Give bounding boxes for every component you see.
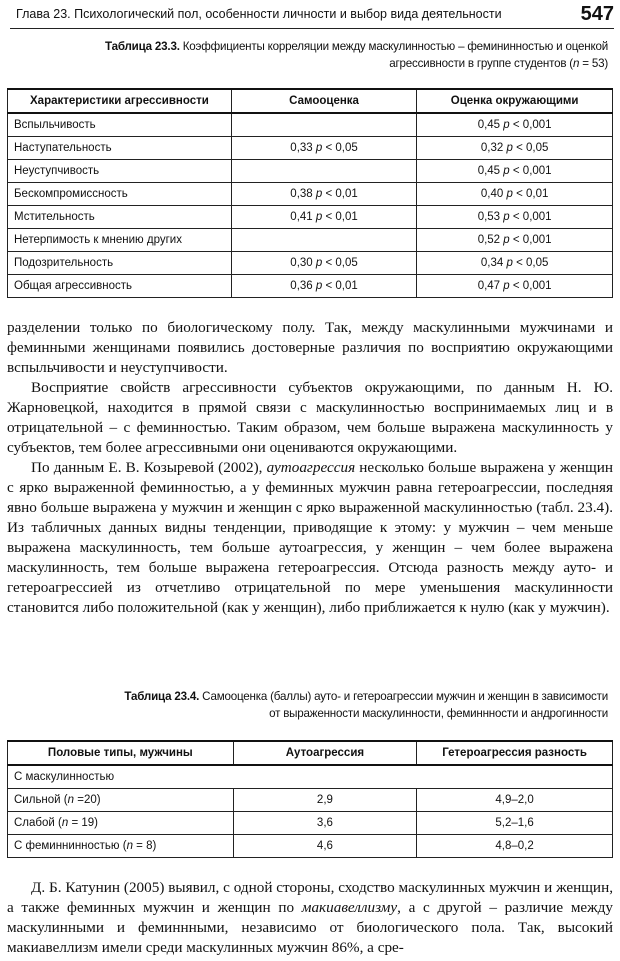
others-rating-cell: 0,40 p < 0,01	[417, 183, 613, 206]
autoaggression-cell: 4,6	[233, 835, 417, 858]
p-value: 0,01	[335, 280, 358, 292]
heteroaggression-cell: 4,9–2,0	[417, 789, 613, 812]
self-rating-cell: 0,41 p < 0,01	[231, 206, 416, 229]
row-label: Наступательность	[8, 137, 232, 160]
coefficient: 0,40	[480, 188, 504, 200]
term-machiavellianism: макиавеллизму	[301, 899, 398, 916]
p-value: 0,05	[335, 142, 358, 154]
row-label-text: С феминнинностью (	[14, 840, 127, 852]
table-row	[8, 113, 613, 137]
caption-label: Таблица 23.4.	[124, 690, 200, 703]
table-header-row	[8, 89, 613, 113]
p-symbol: p	[503, 119, 510, 131]
table-header-row	[8, 741, 613, 765]
row-label: Бескомпромиссность	[8, 183, 232, 206]
others-rating-cell: 0,45 p < 0,001	[417, 113, 613, 137]
group-label: С маскулинностью	[8, 765, 613, 789]
text-run: , а с другой – различие между маскулинными и феминнными, независимо от биологического пола. Так, высокий макиавеллизм имели среди маскулинных мужчин 86%, а сре-	[7, 899, 613, 956]
self-rating-cell: 0,33 p < 0,05	[231, 137, 416, 160]
p-symbol: p	[506, 142, 513, 154]
n-symbol: n	[61, 817, 69, 829]
table-row	[8, 812, 613, 835]
p-value: 0,01	[335, 188, 358, 200]
column-header: Гетероагрессия разность	[417, 741, 613, 765]
others-rating-cell: 0,32 p < 0,05	[417, 137, 613, 160]
running-head	[10, 4, 614, 29]
heteroaggression-cell: 4,8–0,2	[417, 835, 613, 858]
p-symbol: p	[503, 280, 510, 292]
n-symbol: n	[126, 840, 133, 852]
self-rating-cell	[231, 113, 416, 137]
p-symbol: p	[503, 211, 510, 223]
self-rating-cell: 0,38 p < 0,01	[231, 183, 416, 206]
row-label	[8, 789, 234, 812]
n-value: =20)	[74, 794, 101, 806]
coefficient: 0,36	[290, 280, 313, 292]
table-23-4	[7, 740, 613, 858]
row-label	[8, 812, 234, 835]
p-symbol: p	[506, 188, 513, 200]
self-rating-cell: 0,36 p < 0,01	[231, 275, 416, 298]
n-value: = 19)	[68, 817, 98, 829]
text-run: По данным Е. В. Козыревой (2002),	[31, 459, 267, 476]
caption-text: от выраженности маскулинности, феминнности и андрогинности	[269, 707, 608, 720]
row-label-text: Слабой (	[14, 817, 62, 829]
p-value: 0,01	[526, 188, 549, 200]
text-run: Д. Б. Катунин (2005) выявил, с одной стороны, сходство маскулинных мужчин и женщин, а также феминных мужчин и женщин по	[7, 879, 613, 916]
coefficient: 0,53	[477, 211, 501, 223]
row-label: Мстительность	[8, 206, 232, 229]
self-rating-cell	[231, 160, 416, 183]
p-value: 0,05	[526, 142, 549, 154]
chapter-title: Глава 23. Психологический пол, особенности личности и выбор вида деятельности	[16, 7, 502, 21]
p-symbol: p	[503, 234, 510, 246]
table-23-4-caption	[12, 688, 608, 722]
p-value: 0,001	[522, 165, 552, 177]
paragraph	[7, 878, 613, 958]
table-row	[8, 275, 613, 298]
coefficient: 0,45	[477, 165, 501, 177]
p-symbol: p	[315, 142, 323, 154]
others-rating-cell: 0,45 p < 0,001	[417, 160, 613, 183]
n-symbol: n	[67, 794, 75, 806]
p-value: 0,001	[522, 211, 552, 223]
paragraph: разделении только по биологическому полу. Так, между маскулинными мужчинами и феминными женщинами появились достоверные различия по восприятию окружающими вспыльчивости и неуступчивости.	[7, 319, 613, 376]
coefficient: 0,34	[480, 257, 504, 269]
caption-text: агрессивности в группе студентов (	[389, 57, 573, 70]
page-number: 547	[580, 3, 614, 25]
p-value: 0,01	[335, 211, 358, 223]
text-run: несколько больше выражена у женщин с ярко выраженной феминностью, а у феминных мужчин равна гетероагрессии, последняя явно больше выражена у мужчин и женщин с ярко выраженной маскулинностью (табл. 23.4). Из табличных данных видны тенденции, приводящие к этому: у мужчин – чем меньше выражена маскулинность, тем больше аутоагрессия, у женщин – чем более выражена маскулинность, тем больше выражена гетероагрессия. Отсюда разность между ауто- и гетероагрессией из отчетливо отрицательной по мере уменьшения маскулинности становится либо положительной (как у женщин), либо приближается к нулю (как у мужчин).	[7, 459, 614, 616]
coefficient: 0,41	[290, 211, 313, 223]
others-rating-cell: 0,34 p < 0,05	[417, 252, 613, 275]
p-symbol: p	[503, 165, 510, 177]
p-value: 0,05	[335, 257, 358, 269]
table-row	[8, 206, 613, 229]
paragraph	[7, 458, 613, 618]
column-header: Характеристики агрессивности	[8, 89, 232, 113]
row-label: Общая агрессивность	[8, 275, 232, 298]
others-rating-cell: 0,47 p < 0,001	[417, 275, 613, 298]
others-rating-cell: 0,53 p < 0,001	[417, 206, 613, 229]
row-label: Нетерпимость к мнению других	[8, 229, 232, 252]
row-label: Вспыльчивость	[8, 113, 232, 137]
row-label: Неуступчивость	[8, 160, 232, 183]
coefficient: 0,32	[480, 142, 504, 154]
row-label-text: Сильной (	[14, 794, 68, 806]
column-header: Аутоагрессия	[233, 741, 417, 765]
p-symbol: p	[315, 280, 323, 292]
paragraph: Восприятие свойств агрессивности субъектов окружающими, по данным Н. Ю. Жарновецкой, находится в прямой связи с маскулинностью воспринимаемых лиц и в отрицательной – с феминностью. Таким образом, чем больше выражена маскулинность у субъектов, тем более агрессивными они оцениваются окружающими.	[7, 379, 613, 456]
row-label: Подозрительность	[8, 252, 232, 275]
column-header: Половые типы, мужчины	[8, 741, 234, 765]
caption-n-symbol: n	[572, 57, 580, 70]
coefficient: 0,30	[290, 257, 313, 269]
table-row	[8, 160, 613, 183]
heteroaggression-cell: 5,2–1,6	[417, 812, 613, 835]
table-row	[8, 229, 613, 252]
caption-text: Коэффициенты корреляции между маскулинностью – фемининностью и оценкой	[182, 40, 608, 53]
n-value: = 8)	[132, 840, 157, 852]
self-rating-cell	[231, 229, 416, 252]
caption-text: = 53)	[579, 57, 608, 70]
column-header: Оценка окружающими	[417, 89, 613, 113]
p-value: 0,001	[522, 234, 552, 246]
caption-text: Самооценка (баллы) ауто- и гетероагрессии мужчин и женщин в зависимости	[202, 690, 608, 703]
caption-label: Таблица 23.3.	[104, 40, 180, 53]
coefficient: 0,33	[290, 142, 313, 154]
coefficient: 0,52	[477, 234, 501, 246]
p-value: 0,001	[522, 119, 552, 131]
coefficient: 0,47	[477, 280, 501, 292]
autoaggression-cell: 2,9	[233, 789, 417, 812]
coefficient: 0,45	[477, 119, 501, 131]
table-row	[8, 835, 613, 858]
table-row	[8, 252, 613, 275]
table-row	[8, 789, 613, 812]
coefficient: 0,38	[290, 188, 313, 200]
table-row	[8, 137, 613, 160]
body-text-1	[7, 318, 613, 618]
p-value: 0,05	[526, 257, 549, 269]
p-symbol: p	[315, 257, 323, 269]
table-group-row	[8, 765, 613, 789]
p-value: 0,001	[522, 280, 552, 292]
table-23-3	[7, 88, 613, 298]
others-rating-cell: 0,52 p < 0,001	[417, 229, 613, 252]
table-23-3-caption	[18, 38, 608, 72]
body-text-2	[7, 878, 613, 958]
row-label	[8, 835, 234, 858]
p-symbol: p	[315, 211, 323, 223]
column-header: Самооценка	[231, 89, 416, 113]
p-symbol: p	[506, 257, 513, 269]
autoaggression-cell: 3,6	[233, 812, 417, 835]
p-symbol: p	[315, 188, 323, 200]
table-row	[8, 183, 613, 206]
term-autoaggression: аутоагрессия	[266, 459, 356, 476]
self-rating-cell: 0,30 p < 0,05	[231, 252, 416, 275]
